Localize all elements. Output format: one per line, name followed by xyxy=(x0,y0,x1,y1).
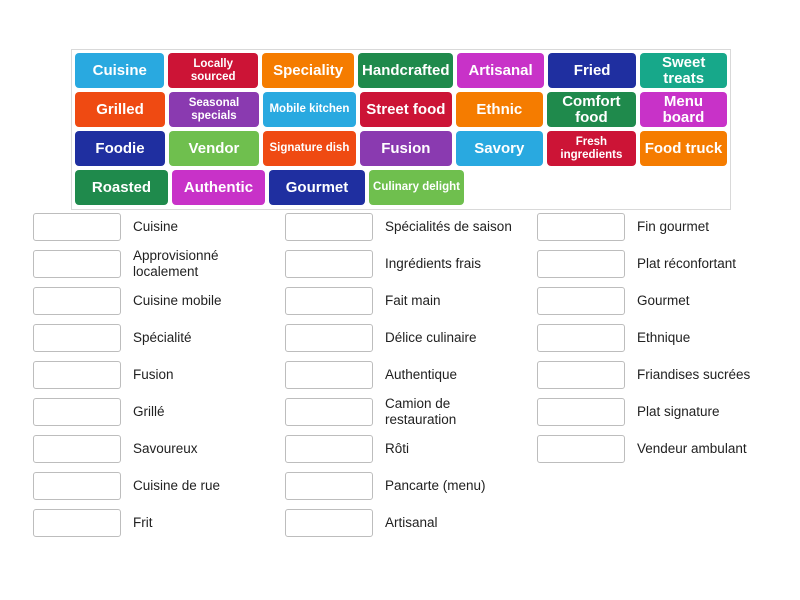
word-tile[interactable]: Handcrafted xyxy=(358,53,453,88)
drop-zone[interactable] xyxy=(33,398,121,426)
drop-zone[interactable] xyxy=(33,435,121,463)
word-tile[interactable]: Seasonal specials xyxy=(169,92,259,127)
answer-label: Approvisionné localement xyxy=(133,247,219,279)
drop-zone[interactable] xyxy=(285,472,373,500)
word-tile[interactable]: Savory xyxy=(456,131,543,166)
word-tile[interactable]: Menu board xyxy=(640,92,727,127)
word-tile[interactable]: Gourmet xyxy=(269,170,365,205)
answer-label: Spécialité xyxy=(133,329,192,345)
answer-row xyxy=(537,430,771,467)
word-tile[interactable]: Culinary delight xyxy=(369,170,464,205)
answer-row xyxy=(537,319,771,356)
drop-zone[interactable] xyxy=(33,213,121,241)
answer-column xyxy=(537,208,771,541)
drop-zone[interactable] xyxy=(537,324,625,352)
drop-zone[interactable] xyxy=(33,361,121,389)
answer-row xyxy=(33,393,267,430)
answer-label: Plat réconfortant xyxy=(637,255,737,271)
drop-zone[interactable] xyxy=(285,324,373,352)
answer-row xyxy=(285,245,519,282)
word-tile[interactable]: Grilled xyxy=(75,92,165,127)
word-tile[interactable]: Fried xyxy=(548,53,637,88)
answer-label: Vendeur ambulant xyxy=(637,440,747,456)
word-tile[interactable]: Street food xyxy=(360,92,452,127)
answer-row xyxy=(537,282,771,319)
answer-label: Gourmet xyxy=(637,292,690,308)
drop-zone[interactable] xyxy=(537,250,625,278)
drop-zone[interactable] xyxy=(537,213,625,241)
answer-label: Artisanal xyxy=(385,514,438,530)
answer-row xyxy=(537,245,771,282)
answer-row xyxy=(33,245,267,282)
answer-column xyxy=(33,208,267,541)
drop-zone[interactable] xyxy=(537,398,625,426)
answer-label: Cuisine mobile xyxy=(133,292,222,308)
drop-zone[interactable] xyxy=(285,509,373,537)
answer-row xyxy=(285,208,519,245)
word-bank-row xyxy=(75,92,727,127)
answer-label: Frit xyxy=(133,514,153,530)
word-tile[interactable]: Speciality xyxy=(262,53,354,88)
word-tile[interactable]: Fusion xyxy=(360,131,452,166)
answer-row xyxy=(537,393,771,430)
word-tile[interactable]: Sweet treats xyxy=(640,53,727,88)
answer-column xyxy=(285,208,519,541)
word-tile[interactable]: Food truck xyxy=(640,131,727,166)
word-tile[interactable]: Comfort food xyxy=(547,92,636,127)
answer-label: Authentique xyxy=(385,366,458,382)
word-tile[interactable]: Ethnic xyxy=(456,92,543,127)
word-tile[interactable]: Mobile kitchen xyxy=(263,92,356,127)
answer-label: Ingrédients frais xyxy=(385,255,482,271)
drop-zone[interactable] xyxy=(33,472,121,500)
drop-zone[interactable] xyxy=(537,361,625,389)
answer-label: Cuisine de rue xyxy=(133,477,221,493)
word-tile[interactable]: Artisanal xyxy=(457,53,544,88)
answer-label: Spécialités de saison xyxy=(385,218,512,234)
drop-zone[interactable] xyxy=(285,287,373,315)
drop-zone[interactable] xyxy=(33,287,121,315)
answer-label: Plat signature xyxy=(637,403,720,419)
drop-zone[interactable] xyxy=(285,398,373,426)
answer-label: Friandises sucrées xyxy=(637,366,751,382)
answer-row xyxy=(285,319,519,356)
answer-label: Rôti xyxy=(385,440,410,456)
answer-row xyxy=(537,208,771,245)
word-tile[interactable]: Roasted xyxy=(75,170,168,205)
answer-row xyxy=(33,504,267,541)
answer-label: Fin gourmet xyxy=(637,218,710,234)
answer-row xyxy=(285,504,519,541)
answer-label: Ethnique xyxy=(637,329,691,345)
word-tile[interactable]: Foodie xyxy=(75,131,165,166)
answer-label: Camion de restauration xyxy=(385,395,457,427)
answer-label: Délice culinaire xyxy=(385,329,477,345)
answer-row xyxy=(285,467,519,504)
word-bank-row xyxy=(75,53,727,88)
word-tile[interactable]: Fresh ingredients xyxy=(547,131,636,166)
word-tile[interactable]: Vendor xyxy=(169,131,259,166)
answer-label: Pancarte (menu) xyxy=(385,477,486,493)
answer-label: Fusion xyxy=(133,366,174,382)
answer-label: Fait main xyxy=(385,292,441,308)
word-tile[interactable]: Locally sourced xyxy=(168,53,257,88)
answer-row xyxy=(33,430,267,467)
word-tile[interactable]: Authentic xyxy=(172,170,265,205)
answer-row xyxy=(33,319,267,356)
answer-label: Savoureux xyxy=(133,440,198,456)
drop-zone[interactable] xyxy=(285,213,373,241)
drop-zone[interactable] xyxy=(537,435,625,463)
drop-zone[interactable] xyxy=(285,361,373,389)
answer-label: Cuisine xyxy=(133,218,179,234)
word-tile[interactable]: Signature dish xyxy=(263,131,356,166)
answer-columns xyxy=(33,208,773,541)
word-tile[interactable]: Cuisine xyxy=(75,53,164,88)
answer-row xyxy=(33,356,267,393)
answer-label: Grillé xyxy=(133,403,165,419)
answer-row xyxy=(33,208,267,245)
word-bank-row xyxy=(75,131,727,166)
answer-row xyxy=(285,430,519,467)
word-bank-row xyxy=(75,170,727,205)
answer-row xyxy=(33,282,267,319)
word-bank xyxy=(71,49,731,210)
answer-row xyxy=(285,393,519,430)
drop-zone[interactable] xyxy=(33,509,121,537)
drop-zone[interactable] xyxy=(33,250,121,278)
drop-zone[interactable] xyxy=(33,324,121,352)
answer-row xyxy=(285,282,519,319)
answer-row xyxy=(537,356,771,393)
answer-row xyxy=(33,467,267,504)
drop-zone[interactable] xyxy=(537,287,625,315)
answer-row xyxy=(285,356,519,393)
drop-zone[interactable] xyxy=(285,250,373,278)
drop-zone[interactable] xyxy=(285,435,373,463)
